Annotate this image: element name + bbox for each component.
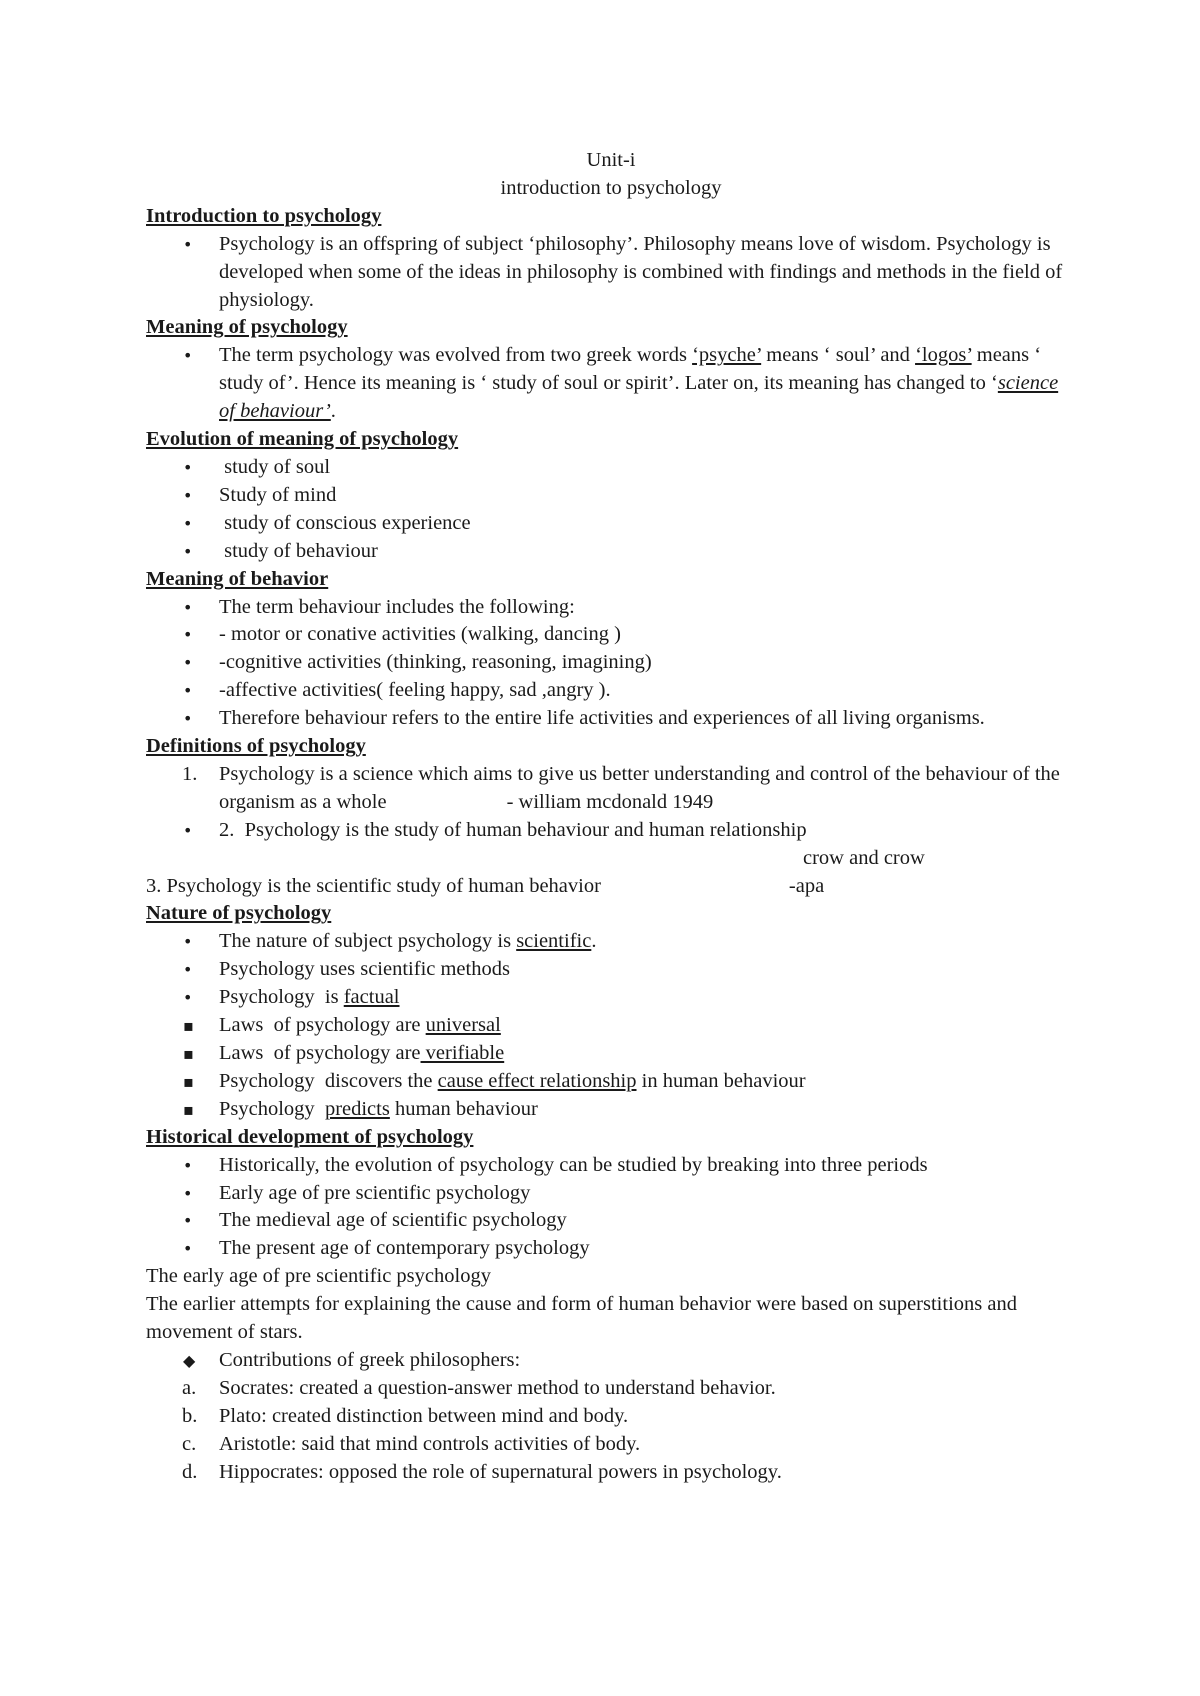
list-item: • Early age of pre scientific psychology [146,1180,1076,1208]
square-bullet-icon: ▪ [183,1099,194,1119]
list-item: • The medieval age of scientific psychology [146,1207,1076,1235]
list-item: b. Plato: created distinction between mind and body. [146,1403,1076,1431]
square-bullet-icon: ▪ [183,1016,194,1036]
historical-list [146,1152,1076,1264]
section-heading-nature: Nature of psychology [146,902,332,925]
list-letter: b. [182,1404,198,1427]
list-item: • The term behaviour includes the following: [146,594,1076,622]
definition-3: 3. Psychology is the scientific study of human behavior -apa [146,874,825,897]
list-item: • -affective activities( feeling happy, sad ,angry ). [146,677,1076,705]
bullet-icon: • [183,1239,193,1259]
term-logos: ‘logos’ [915,344,972,367]
bullet-icon: • [183,625,193,645]
list-letter: d. [182,1460,198,1483]
list-item: 1. Psychology is a science which aims to give us better understanding and control of the behaviour of the organism as a whole - william mcdonald 1949 [182,762,1060,813]
list-letter: a. [182,1376,197,1399]
list-item: • The term psychology was evolved from two greek words ‘psyche’ means ‘ soul’ and ‘logos’ means ‘ study of’. Hence its meaning is ‘ study of soul or spirit’. Later on, its meaning has changed to ‘science of behaviour’. [183,344,1059,423]
list-item: ▪ Laws of psychology are universal [146,1012,1076,1040]
list-item: d. Hippocrates: opposed the role of supernatural powers in psychology. [146,1459,1076,1487]
section-heading-evolution: Evolution of meaning of psychology [146,428,459,451]
term-science-of-behaviour: science of behaviour’ [219,372,1059,423]
list-item: ▪ Laws of psychology are verifiable [146,1040,1076,1068]
section-heading-historical: Historical development of psychology [146,1125,474,1148]
list-item: • 2. Psychology is the study of human behaviour and human relationship [146,817,1076,845]
bullet-icon: • [183,820,193,840]
definition-attribution: -apa [788,874,825,897]
list-item: • -cognitive activities (thinking, reasoning, imagining) [146,649,1076,677]
list-item: • Historically, the evolution of psychology can be studied by breaking into three periods [146,1152,1076,1180]
bullet-icon: • [183,485,193,505]
philosophers-lettered-list [146,1375,1076,1487]
list-item: • Study of mind [146,482,1076,510]
bullet-icon: • [183,709,193,729]
list-item: • Psychology uses scientific methods [146,956,1076,984]
bullet-icon: • [183,681,193,701]
document-subtitle: introduction to psychology [500,176,722,199]
bullet-icon: • [183,597,193,617]
section-heading-introduction: Introduction to psychology [146,204,382,227]
introduction-list [146,231,1076,315]
list-item: • Psychology is factual [146,984,1076,1012]
paragraph: The earlier attempts for explaining the cause and form of human behavior were based on superstitions and movement of stars. [146,1293,1017,1344]
list-item: • study of soul [146,454,1076,482]
list-item: • study of behaviour [146,538,1076,566]
definition-attribution: - william mcdonald 1949 [506,790,714,813]
section-heading-meaning: Meaning of psychology [146,316,348,339]
definitions-list [146,761,1076,845]
document-body [146,147,1076,1487]
list-item: ◆ Contributions of greek philosophers: [146,1347,1076,1375]
bullet-icon: • [183,988,193,1008]
bullet-icon: • [183,513,193,533]
square-bullet-icon: ▪ [183,1044,194,1063]
bullet-icon: • [183,653,193,673]
bullet-icon: • [183,457,193,477]
bullet-icon: • [183,1155,193,1175]
list-item: • The present age of contemporary psychology [146,1235,1076,1263]
bullet-icon: • [183,346,193,366]
list-item: • Psychology is an offspring of subject ‘philosophy’. Philosophy means love of wisdom. Psychology is developed when some of the ideas in philosophy is combined with findings and methods in the field of physiology. [183,232,1063,311]
list-item: • Therefore behaviour refers to the entire life activities and experiences of all living organisms. [146,705,1076,733]
square-bullet-icon: ▪ [183,1071,194,1091]
list-item: • The nature of subject psychology is scientific. [146,928,1076,956]
definition-attribution: crow and crow [803,846,925,869]
section-heading-definitions: Definitions of psychology [146,735,366,758]
bullet-icon: • [183,541,193,561]
greek-philosophers-list [146,1347,1076,1375]
bullet-icon: • [183,234,193,254]
bullet-icon: • [183,1183,193,1203]
meaning-list [146,342,1076,426]
definition-number: 1. [182,762,198,785]
bullet-icon: • [183,1211,193,1231]
list-item: • study of conscious experience [146,510,1076,538]
list-letter: c. [182,1432,197,1455]
section-heading-behavior: Meaning of behavior [146,567,329,590]
diamond-bullet-icon: ◆ [183,1350,196,1370]
evolution-list [146,454,1076,566]
list-item: ▪ Psychology discovers the cause effect relationship in human behaviour [146,1068,1076,1096]
bullet-icon: • [183,932,193,952]
unit-title: Unit-i [586,149,636,171]
bullet-icon: • [183,960,193,980]
behavior-list [146,594,1076,734]
nature-list [146,928,1076,1123]
list-item: c. Aristotle: said that mind controls activities of body. [146,1431,1076,1459]
subsection-title: The early age of pre scientific psychology [146,1265,491,1288]
list-item: • - motor or conative activities (walking, dancing ) [146,621,1076,649]
term-psyche: ‘psyche’ [692,344,762,367]
list-item: ▪ Psychology predicts human behaviour [146,1096,1076,1124]
list-item: a. Socrates: created a question-answer method to understand behavior. [146,1375,1076,1403]
